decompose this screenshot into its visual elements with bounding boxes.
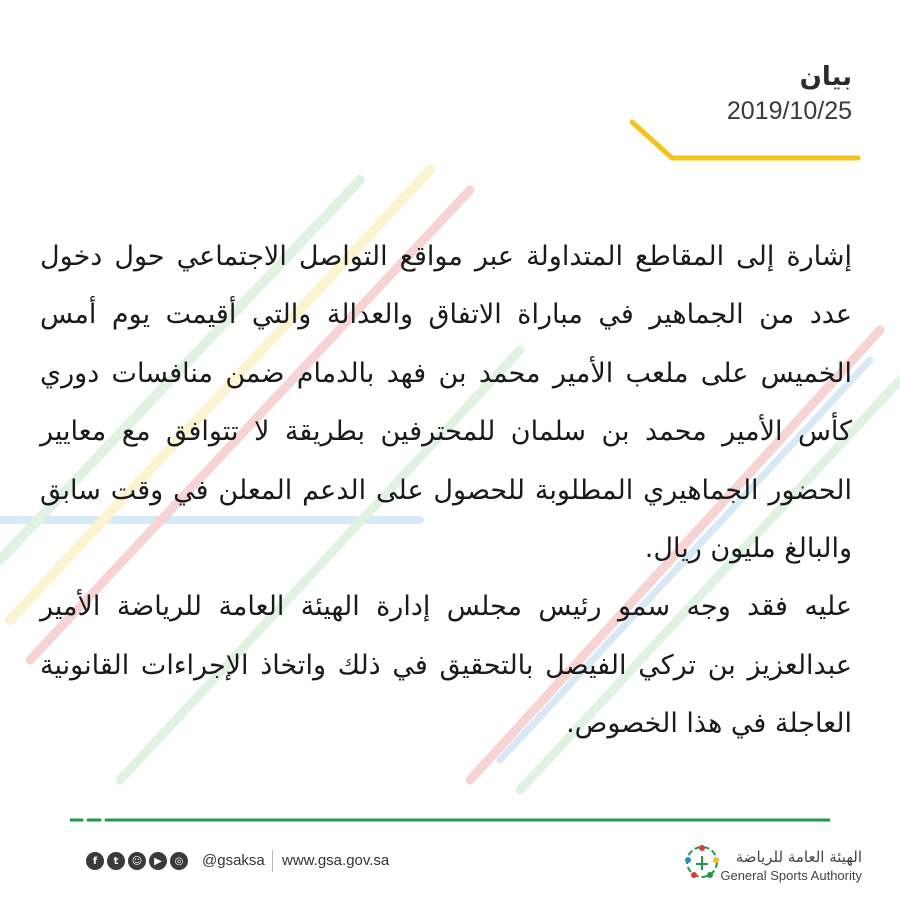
social-links (86, 852, 188, 870)
gsa-logo-icon (682, 842, 722, 886)
body-paragraph: إشارة إلى المقاطع المتداولة عبر مواقع التواصل الاجتماعي حول دخول عدد من الجماهير في مباراة الاتفاق والعدالة والتي أقيمت يوم أمس الخميس على ملعب الأمير محمد بن فهد بالدمام ضمن منافسات دوري كأس الأمير محمد بن سلمان للمحترفين بطريقة لا تتوافق مع معايير الحضور الجماهيري المطلوبة للحصول على الدعم المعلن في وقت سابق والبالغ مليون ريال. (40, 241, 852, 565)
org-name-arabic: الهيئة العامة للرياضة (735, 848, 862, 866)
body-paragraph: عليه فقد وجه سمو رئيس مجلس إدارة الهيئة العامة للرياضة الأمير عبدالعزيز بن تركي الفيصل بالتحقيق في ذلك واتخاذ الإجراءات القانونية العاجلة في هذا الخصوص. (40, 591, 852, 740)
facebook-icon[interactable]: f (86, 852, 104, 870)
youtube-icon[interactable]: ▶ (149, 852, 167, 870)
instagram-icon[interactable]: ◎ (170, 852, 188, 870)
statement-body (40, 228, 852, 754)
snapchat-icon[interactable]: ☺ (128, 852, 146, 870)
yellow-accent-line (0, 0, 900, 200)
twitter-icon[interactable]: t (107, 852, 125, 870)
org-name-english: General Sports Authority (720, 868, 862, 883)
statement-date: 2019/10/25 (726, 97, 852, 126)
page-title: بيان (799, 62, 852, 92)
footer (0, 836, 900, 900)
social-handle[interactable]: @gsaksa (202, 852, 265, 869)
website-link[interactable]: www.gsa.gov.sa (282, 852, 390, 869)
footer-separator (272, 850, 273, 872)
footer-divider (70, 818, 830, 822)
